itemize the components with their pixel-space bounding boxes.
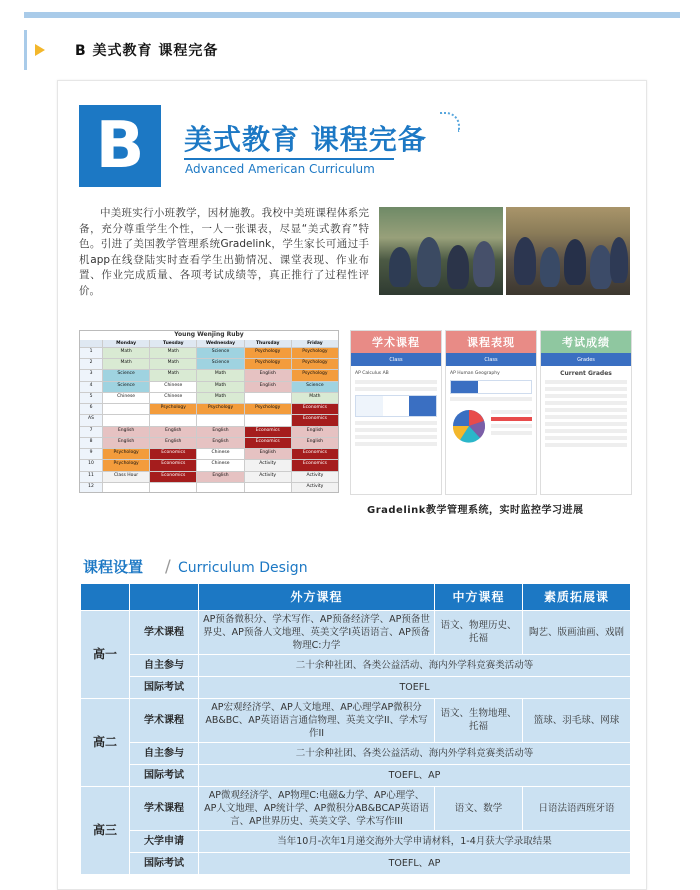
- schedule-grid: [80, 340, 338, 493]
- span-cell: TOEFL: [199, 676, 631, 698]
- gradelink-caption: Gradelink教学管理系统，实时监控学习进展: [367, 505, 584, 516]
- schedule-cell: Psychology: [245, 359, 291, 369]
- category-label: 自主参与: [130, 742, 199, 764]
- header-title-en: Advanced American Curriculum: [185, 162, 375, 176]
- table-header-cell: 外方课程: [199, 584, 435, 610]
- schedule-cell: [197, 483, 243, 493]
- schedule-cell: Psychology: [103, 460, 149, 470]
- section-title: B 美式教育 课程完备: [75, 43, 219, 59]
- schedule-cell: English: [292, 438, 338, 448]
- schedule-image: [79, 330, 339, 493]
- table-row: [81, 764, 631, 786]
- schedule-cell: Chinese: [103, 393, 149, 403]
- schedule-cell: Economics: [292, 449, 338, 459]
- schedule-cell: English: [197, 438, 243, 448]
- grade-label: 高三: [81, 786, 130, 874]
- schedule-period-label: 3: [80, 370, 102, 380]
- schedule-cell: Math: [197, 382, 243, 392]
- table-header-cell: [130, 584, 199, 610]
- schedule-cell: Science: [292, 382, 338, 392]
- app-screen-grades: [540, 330, 632, 495]
- schedule-cell: Economics: [292, 404, 338, 414]
- schedule-day-header: Thursday: [245, 340, 291, 347]
- app-line: AP Calculus AB: [355, 371, 389, 376]
- schedule-cell: Math: [150, 359, 196, 369]
- grade-label: 高二: [81, 698, 130, 786]
- schedule-cell: English: [245, 370, 291, 380]
- table-row: [81, 610, 631, 654]
- schedule-cell: Math: [103, 359, 149, 369]
- app-line: Current Grades: [560, 370, 612, 377]
- app-body: [446, 366, 536, 449]
- classroom-photo-1: [379, 207, 503, 295]
- schedule-cell: Activity: [292, 472, 338, 482]
- section-heading: [24, 30, 680, 70]
- schedule-cell: English: [103, 427, 149, 437]
- schedule-cell: [103, 404, 149, 414]
- app-body: [541, 366, 631, 454]
- schedule-cell: Psychology: [245, 348, 291, 358]
- schedule-cell: Math: [197, 370, 243, 380]
- schedule-cell: [245, 415, 291, 425]
- header-title-cn: 美式教育 课程完备: [184, 123, 427, 156]
- table-row: [81, 676, 631, 698]
- app-screen-performance: [445, 330, 537, 495]
- schedule-cell: Science: [197, 359, 243, 369]
- table-row: [81, 742, 631, 764]
- schedule-cell: Psychology: [292, 370, 338, 380]
- app-caption: 学术课程: [351, 331, 441, 353]
- category-label: 国际考试: [130, 764, 199, 786]
- table-header-cell: 中方课程: [435, 584, 523, 610]
- schedule-day-header: Monday: [103, 340, 149, 347]
- schedule-cell: [103, 415, 149, 425]
- category-label: 国际考试: [130, 852, 199, 874]
- app-screen-academic: [350, 330, 442, 495]
- schedule-cell: Chinese: [150, 382, 196, 392]
- schedule-period-label: 5: [80, 393, 102, 403]
- schedule-cell: Math: [197, 393, 243, 403]
- schedule-cell: [245, 393, 291, 403]
- schedule-cell: Activity: [292, 483, 338, 493]
- schedule-cell: Economics: [245, 427, 291, 437]
- schedule-period-label: 2: [80, 359, 102, 369]
- schedule-period-label: 7: [80, 427, 102, 437]
- schedule-cell: Psychology: [245, 404, 291, 414]
- quality-courses: 陶艺、版画油画、戏剧: [523, 610, 631, 654]
- schedule-cell: Math: [292, 393, 338, 403]
- span-cell: TOEFL、AP: [199, 852, 631, 874]
- schedule-period-label: 1: [80, 348, 102, 358]
- schedule-cell: Economics: [150, 472, 196, 482]
- schedule-period-label: 10: [80, 460, 102, 470]
- foreign-courses: AP预备微积分、学术写作、AP预备经济学、AP预备世界史、AP预备人文地理、英美文学I英语语言、AP预备物理C:力学: [199, 610, 435, 654]
- triangle-bullet-icon: [35, 44, 45, 56]
- app-bar: Grades: [541, 353, 631, 366]
- schedule-cell: Economics: [245, 438, 291, 448]
- schedule-cell: English: [150, 427, 196, 437]
- schedule-cell: Psychology: [103, 449, 149, 459]
- schedule-cell: Activity: [245, 460, 291, 470]
- schedule-cell: English: [245, 382, 291, 392]
- schedule-cell: Science: [103, 382, 149, 392]
- schedule-cell: Economics: [150, 460, 196, 470]
- schedule-period-label: 9: [80, 449, 102, 459]
- table-header-cell: 素质拓展课: [523, 584, 631, 610]
- table-row: [81, 852, 631, 874]
- span-cell: 二十余种社团、各类公益活动、海内外学科竞赛类活动等: [199, 742, 631, 764]
- schedule-cell: Psychology: [292, 359, 338, 369]
- schedule-cell: Math: [103, 348, 149, 358]
- schedule-cell: Chinese: [150, 393, 196, 403]
- pie-chart-icon: [450, 407, 488, 445]
- schedule-cell: Math: [150, 348, 196, 358]
- schedule-cell: Economics: [292, 460, 338, 470]
- app-caption: 课程表现: [446, 331, 536, 353]
- schedule-cell: Science: [103, 370, 149, 380]
- curriculum-title-en: Curriculum Design: [178, 560, 308, 576]
- schedule-cell: Chinese: [197, 460, 243, 470]
- schedule-cell: Class Hour: [103, 472, 149, 482]
- schedule-cell: Activity: [245, 472, 291, 482]
- foreign-courses: AP宏观经济学、AP人文地理、AP心理学AP微积分AB&BC、AP英语语言通信物理、英美文学II、学术写作II: [199, 698, 435, 742]
- quality-courses: 日语法语西班牙语: [523, 786, 631, 830]
- table-header-cell: [81, 584, 130, 610]
- span-cell: 二十余种社团、各类公益活动、海内外学科竞赛类活动等: [199, 654, 631, 676]
- schedule-cell: Economics: [292, 415, 338, 425]
- table-row: [81, 698, 631, 742]
- schedule-cell: [103, 483, 149, 493]
- chinese-courses: 语文、生物地理、托福: [435, 698, 523, 742]
- curriculum-title-cn: 课程设置: [83, 558, 144, 576]
- app-line: AP Human Geography: [450, 371, 500, 376]
- grade-label: 高一: [81, 610, 130, 698]
- schedule-cell: Science: [197, 348, 243, 358]
- schedule-cell: English: [197, 427, 243, 437]
- schedule-cell: English: [150, 438, 196, 448]
- schedule-cell: Psychology: [150, 404, 196, 414]
- schedule-period-label: 4: [80, 382, 102, 392]
- category-label: 学术课程: [130, 610, 199, 654]
- table-row: [81, 786, 631, 830]
- schedule-cell: [245, 483, 291, 493]
- category-label: 学术课程: [130, 698, 199, 742]
- schedule-cell: [197, 415, 243, 425]
- schedule-period-label: 8: [80, 438, 102, 448]
- b-badge: B: [79, 105, 161, 187]
- schedule-title: Young Wenjing Ruby: [174, 331, 244, 338]
- schedule-cell: [150, 415, 196, 425]
- schedule-cell: Psychology: [197, 404, 243, 414]
- schedule-period-label: 12: [80, 483, 102, 493]
- app-body: [351, 366, 441, 453]
- schedule-cell: Math: [150, 370, 196, 380]
- foreign-courses: AP微观经济学、AP物理C:电磁&力学、AP心理学、AP人文地理、AP统计学、AP微积分AB&BCAP英语语言、AP世界历史、英美文学、学术写作III: [199, 786, 435, 830]
- schedule-cell: English: [103, 438, 149, 448]
- schedule-cell: [150, 483, 196, 493]
- intro-paragraph: 中美班实行小班教学，因材施教。我校中美班课程体系完备，充分尊重学生个性，一人一张课表，尽显“美式教育”特色。引进了美国教学管理系统Gradelink，学生家长可通过手机app在线登陆实时查看学生出勤情况、课堂表现、作业布置、作业完成质量、各项考试成绩等，真正推行了过程性评价。: [79, 207, 369, 297]
- app-bar: Class: [351, 353, 441, 366]
- header-underline: [184, 158, 394, 160]
- schedule-period-label: 11: [80, 472, 102, 482]
- schedule-cell: Psychology: [292, 348, 338, 358]
- category-label: 自主参与: [130, 654, 199, 676]
- schedule-day-header: Tuesday: [150, 340, 196, 347]
- chinese-courses: 语文、数学: [435, 786, 523, 830]
- top-rule: [24, 12, 680, 18]
- classroom-photo-2: [506, 207, 630, 295]
- schedule-day-header: Wednesday: [197, 340, 243, 347]
- table-row: [81, 830, 631, 852]
- schedule-day-header: Friday: [292, 340, 338, 347]
- app-caption: 考试成绩: [541, 331, 631, 353]
- chinese-courses: 语文、物理历史、托福: [435, 610, 523, 654]
- app-bar: Class: [446, 353, 536, 366]
- category-label: 学术课程: [130, 786, 199, 830]
- curriculum-title-separator: /: [165, 557, 171, 577]
- category-label: 大学申请: [130, 830, 199, 852]
- curriculum-table: [80, 584, 631, 875]
- quality-courses: 篮球、羽毛球、网球: [523, 698, 631, 742]
- schedule-cell: English: [197, 472, 243, 482]
- span-cell: 当年10月-次年1月递交海外大学申请材料，1-4月获大学录取结果: [199, 830, 631, 852]
- schedule-corner: [80, 340, 102, 347]
- heading-bar: [24, 30, 27, 70]
- schedule-cell: Economics: [150, 449, 196, 459]
- schedule-period-label: AS: [80, 415, 102, 425]
- schedule-cell: Chinese: [197, 449, 243, 459]
- schedule-cell: English: [292, 427, 338, 437]
- table-header-row: [81, 584, 631, 610]
- schedule-cell: English: [245, 449, 291, 459]
- table-row: [81, 654, 631, 676]
- schedule-period-label: 6: [80, 404, 102, 414]
- span-cell: TOEFL、AP: [199, 764, 631, 786]
- category-label: 国际考试: [130, 676, 199, 698]
